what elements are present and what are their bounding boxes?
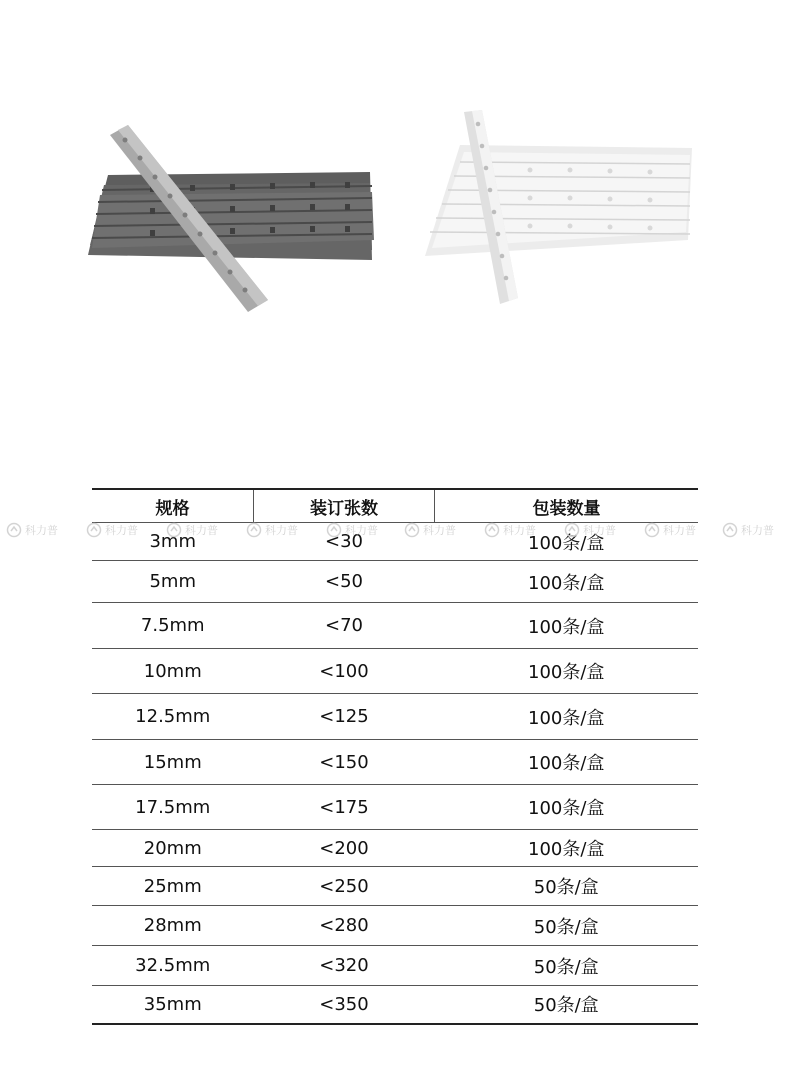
cell-qty: 100条/盒 <box>435 694 699 740</box>
cell-sheets: <125 <box>254 694 435 740</box>
watermark-text: 科力普 <box>105 524 138 537</box>
cell-spec: 17.5mm <box>92 785 254 830</box>
watermark <box>484 522 536 538</box>
watermark-logo-icon <box>722 522 738 538</box>
cell-sheets: <100 <box>254 649 435 694</box>
cell-spec: 28mm <box>92 906 254 946</box>
watermark-logo-icon <box>564 522 580 538</box>
watermark <box>722 522 774 538</box>
cell-spec: 25mm <box>92 867 254 906</box>
cell-spec: 5mm <box>92 561 254 603</box>
table-row <box>92 986 698 1024</box>
cell-sheets: <200 <box>254 830 435 867</box>
cell-qty: 100条/盒 <box>435 785 699 830</box>
watermark-text: 科力普 <box>503 524 536 537</box>
cell-sheets: <175 <box>254 785 435 830</box>
watermark-row <box>0 522 790 546</box>
watermark-text: 科力普 <box>663 524 696 537</box>
table-header-row <box>92 489 698 523</box>
watermark <box>166 522 218 538</box>
cell-qty: 50条/盒 <box>435 986 699 1024</box>
cell-qty: 50条/盒 <box>435 946 699 986</box>
watermark <box>404 522 456 538</box>
spec-table <box>92 488 698 1025</box>
cell-sheets: <150 <box>254 740 435 785</box>
cell-spec: 20mm <box>92 830 254 867</box>
table-row <box>92 867 698 906</box>
cell-sheets: <50 <box>254 561 435 603</box>
watermark-text: 科力普 <box>25 524 58 537</box>
watermark-text: 科力普 <box>583 524 616 537</box>
cell-qty: 100条/盒 <box>435 830 699 867</box>
white-binding-strips-photo <box>420 100 720 330</box>
watermark-logo-icon <box>644 522 660 538</box>
cell-spec: 10mm <box>92 649 254 694</box>
cell-qty: 100条/盒 <box>435 740 699 785</box>
watermark <box>86 522 138 538</box>
cell-spec: 35mm <box>92 986 254 1024</box>
watermark <box>564 522 616 538</box>
table-row <box>92 740 698 785</box>
dark-binding-strips-photo <box>80 100 380 330</box>
watermark-logo-icon <box>404 522 420 538</box>
cell-qty: 50条/盒 <box>435 867 699 906</box>
table-row <box>92 946 698 986</box>
cell-qty: 100条/盒 <box>435 523 699 561</box>
table-row <box>92 603 698 649</box>
table-row <box>92 561 698 603</box>
cell-sheets: <280 <box>254 906 435 946</box>
watermark-logo-icon <box>6 522 22 538</box>
table-row <box>92 906 698 946</box>
watermark-text: 科力普 <box>345 524 378 537</box>
cell-sheets: <70 <box>254 603 435 649</box>
cell-spec: 7.5mm <box>92 603 254 649</box>
cell-spec: 3mm <box>92 523 254 561</box>
cell-qty: 100条/盒 <box>435 561 699 603</box>
watermark-logo-icon <box>86 522 102 538</box>
watermark-logo-icon <box>246 522 262 538</box>
cell-sheets: <250 <box>254 867 435 906</box>
cell-qty: 50条/盒 <box>435 906 699 946</box>
table-row <box>92 785 698 830</box>
cell-spec: 15mm <box>92 740 254 785</box>
watermark-logo-icon <box>166 522 182 538</box>
cell-spec: 12.5mm <box>92 694 254 740</box>
table-row <box>92 649 698 694</box>
watermark <box>6 522 58 538</box>
cell-sheets: <350 <box>254 986 435 1024</box>
header-binding-sheets: 装订张数 <box>254 489 435 523</box>
cell-spec: 32.5mm <box>92 946 254 986</box>
watermark-text: 科力普 <box>185 524 218 537</box>
watermark-logo-icon <box>484 522 500 538</box>
cell-sheets: <30 <box>254 523 435 561</box>
watermark-text: 科力普 <box>423 524 456 537</box>
watermark-text: 科力普 <box>741 524 774 537</box>
watermark-text: 科力普 <box>265 524 298 537</box>
header-package-qty: 包装数量 <box>435 489 699 523</box>
cell-qty: 100条/盒 <box>435 603 699 649</box>
watermark-logo-icon <box>326 522 342 538</box>
watermark <box>246 522 298 538</box>
cell-qty: 100条/盒 <box>435 649 699 694</box>
table-row <box>92 830 698 867</box>
header-spec: 规格 <box>92 489 254 523</box>
watermark <box>326 522 378 538</box>
watermark <box>644 522 696 538</box>
cell-sheets: <320 <box>254 946 435 986</box>
table-row <box>92 694 698 740</box>
